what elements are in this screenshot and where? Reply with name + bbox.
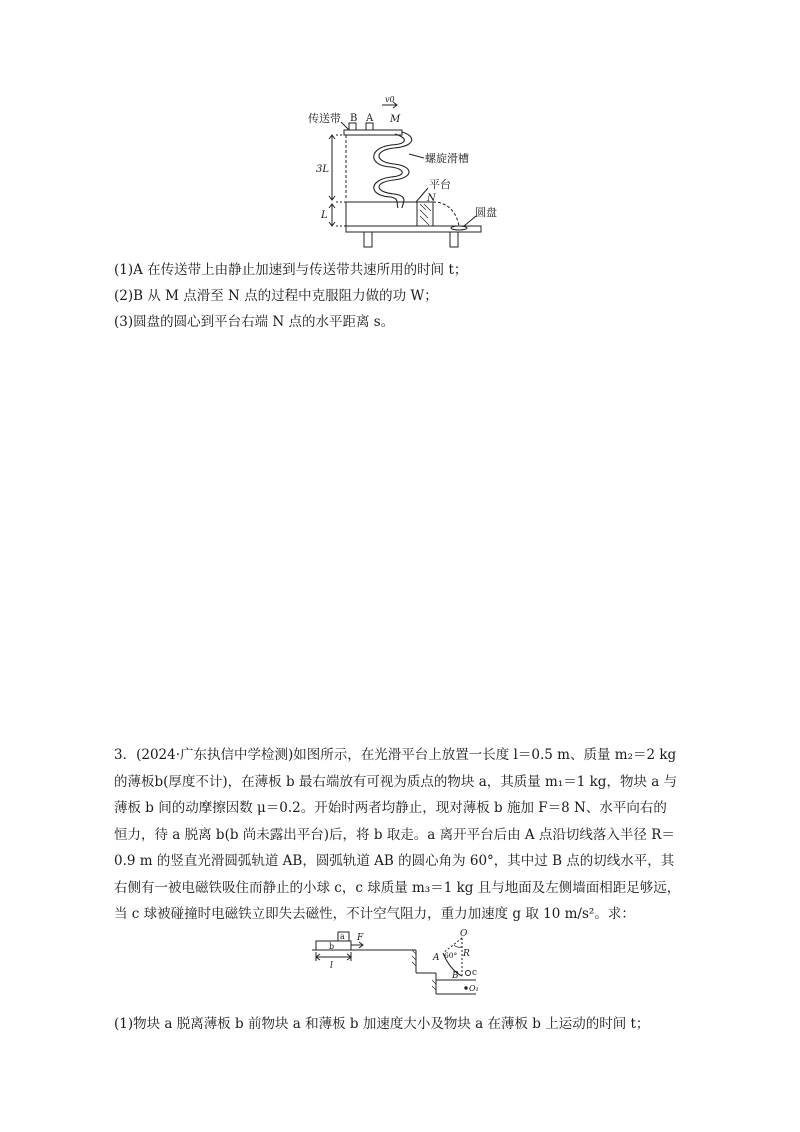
- label-r: R: [463, 949, 470, 959]
- trajectory: [433, 202, 459, 226]
- q2-part-2: (2)B 从 M 点滑至 N 点的过程中克服阻力做的功 W；: [114, 288, 438, 304]
- label-a-point: A: [433, 953, 440, 963]
- label-c: c: [472, 968, 478, 978]
- label-l: l: [330, 961, 333, 971]
- label-n: N: [427, 193, 436, 204]
- q3-line-5: 0.9 m 的竖直光滑圆弧轨道 AB，圆弧轨道 AB 的圆心角为 60°，其中过 B 点的切线水平，其: [114, 853, 675, 869]
- label-3l: 3L: [316, 164, 330, 175]
- label-conveyor: 传送带: [308, 112, 341, 125]
- label-angle: 60°: [444, 951, 458, 960]
- board-arc-figure: [304, 928, 504, 998]
- block-a: [366, 123, 373, 130]
- q3-part-1: (1)物块 a 脱离薄板 b 前物块 a 和薄板 b 加速度大小及物块 a 在薄板 b 上运动的时间 t；: [114, 1016, 650, 1032]
- label-l: L: [321, 210, 328, 221]
- label-spiral: 螺旋滑槽: [425, 152, 469, 165]
- conveyor-belt: [344, 130, 402, 135]
- label-a: A: [366, 113, 374, 124]
- label-o: O: [460, 929, 468, 939]
- label-platform: 平台: [429, 178, 451, 191]
- label-disc: 圆盘: [475, 206, 497, 219]
- label-f: F: [357, 933, 364, 943]
- q3-stem: [114, 742, 694, 928]
- label-b-point: B: [452, 971, 459, 981]
- q3-line-7: 当 c 球被碰撞时电磁铁立即失去磁性，不计空气阻力，重力加速度 g 取 10 m/s²。求：: [114, 906, 635, 922]
- label-b: B: [350, 113, 358, 124]
- q2-part-1: (1)A 在传送带上由静止加速到与传送带共速所用的时间 t；: [114, 262, 468, 278]
- label-m: M: [390, 114, 401, 125]
- label-a: a: [340, 932, 345, 941]
- block-b: [349, 123, 356, 130]
- platform: [346, 202, 433, 226]
- table-top: [346, 226, 481, 232]
- label-v0: v0: [385, 95, 395, 104]
- conveyor-spiral-figure: [296, 92, 526, 254]
- ball-c: [466, 971, 471, 976]
- disc: [451, 226, 467, 230]
- q3-line-2: 的薄板b(厚度不计)，在薄板 b 最右端放有可视为质点的物块 a，其质量 m₁＝1 kg，物块 a 与: [114, 773, 678, 790]
- q3-line-6: 右侧有一被电磁铁吸住而静止的小球 c，c 球质量 m₃＝1 kg 且与地面及左侧墙面相距足够远，: [114, 879, 681, 896]
- q2-part-3: (3)圆盘的圆心到平台右端 N 点的水平距离 s。: [114, 314, 395, 330]
- q3-line-1: 3．(2024·广东执信中学检测)如图所示，在光滑平台上放置一长度 l＝0.5 m、质量 m₂＝2 kg: [114, 747, 677, 763]
- q3-line-3: 薄板 b 间的动摩擦因数 μ＝0.2。开始时两者均静止，现对薄板 b 施加 F＝8 N、水平向右的: [114, 800, 667, 816]
- q3-line-4: 恒力，待 a 脱离 b(b 尚未露出平台)后，将 b 取走。a 离开平台后由 A 点沿切线落入半径 R＝: [114, 826, 675, 843]
- label-b: b: [329, 942, 335, 951]
- label-o1: O₁: [469, 984, 479, 993]
